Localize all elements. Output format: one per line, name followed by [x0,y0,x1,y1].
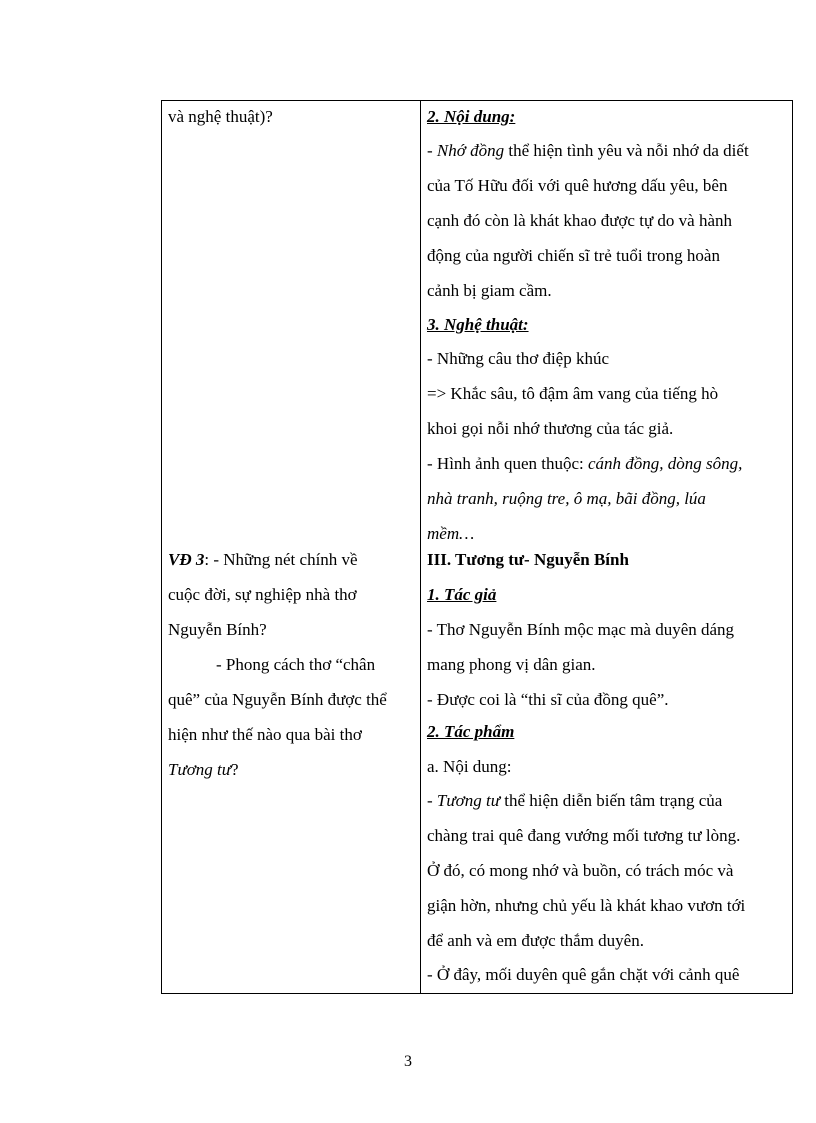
left-line-2: cuộc đời, sự nghiệp nhà thơ [168,585,357,604]
tac-pham-line-3: Ở đó, có mong nhớ và buồn, có trách móc và [427,861,734,880]
dash: - [427,141,437,160]
nghe-thuat-line-6: mềm… [427,524,475,543]
noi-dung-text: thể hiện tình yêu và nỗi nhớ da diết [504,141,749,160]
noi-dung-line-1 [427,141,749,161]
poem-title-tuong-tu: Tương tư [168,760,232,779]
left-line-7 [168,760,239,780]
nghe-thuat-line-4 [427,454,742,474]
left-line-3: Nguyễn Bính? [168,620,267,639]
poem-title-tuong-tu-right: Tương tư [436,791,500,810]
question-mark: ? [231,760,239,779]
tac-pham-line-2: chàng trai quê đang vướng mối tương tư lòng. [427,826,741,845]
nghe-thuat-line-2: => Khắc sâu, tô đậm âm vang của tiếng hò [427,384,719,403]
noi-dung-line-4: động của người chiến sĩ trẻ tuổi trong hoàn [427,246,720,265]
tac-pham-line-1 [427,791,722,811]
tac-pham-line-4: giận hờn, nhưng chủ yếu là khát khao vươn tới [427,896,746,915]
left-line-1: và nghệ thuật)? [168,107,273,126]
tac-gia-line-3: - Được coi là “thi sĩ của đồng quê”. [427,690,669,709]
dash: - [427,791,437,810]
page-number: 3 [404,1053,412,1070]
left-line-6: hiện như thế nào qua bài thơ [168,725,362,744]
heading-tac-pham: 2. Tác phẩm [427,722,515,741]
tac-gia-line-2: mang phong vị dân gian. [427,655,596,674]
tac-pham-text: thể hiện diễn biến tâm trạng của [499,791,723,810]
heading-section-iii: III. Tương tư- Nguyễn Bính [427,550,629,569]
column-divider [420,101,421,993]
tac-pham-line-6: - Ở đây, mối duyên quê gắn chặt với cảnh quê [427,965,740,984]
left-line-5: quê” của Nguyễn Bính được thể [168,690,387,709]
vd3-question-line [168,550,358,570]
content-table [161,100,793,994]
vd3-label: VĐ 3 [168,550,205,569]
nghe-thuat-line-1: - Những câu thơ điệp khúc [427,349,610,368]
poem-title-nho-dong: Nhớ đồng [436,141,505,160]
noi-dung-line-5: cảnh bị giam cầm. [427,281,552,300]
heading-noi-dung: 2. Nội dung: [427,107,516,126]
nghe-thuat-line-5: nhà tranh, ruộng tre, ô mạ, bãi đồng, lúa [427,489,706,508]
heading-nghe-thuat: 3. Nghệ thuật: [427,315,529,334]
image-list-1: cánh đồng, dòng sông, [588,454,743,473]
nghe-thuat-label: - Hình ảnh quen thuộc: [427,454,588,473]
tac-pham-subheading: a. Nội dung: [427,757,512,776]
nghe-thuat-line-3: khoi gọi nỗi nhớ thương của tác giả. [427,419,674,438]
vd3-question-text: : - Những nét chính về [204,550,358,569]
noi-dung-line-3: cạnh đó còn là khát khao được tự do và hành [427,211,732,230]
heading-tac-gia: 1. Tác giả [427,585,497,604]
left-line-4: - Phong cách thơ “chân [216,655,376,674]
tac-gia-line-1: - Thơ Nguyễn Bính mộc mạc mà duyên dáng [427,620,735,639]
noi-dung-line-2: của Tố Hữu đối với quê hương dấu yêu, bên [427,176,728,195]
tac-pham-line-5: để anh và em được thắm duyên. [427,931,644,950]
